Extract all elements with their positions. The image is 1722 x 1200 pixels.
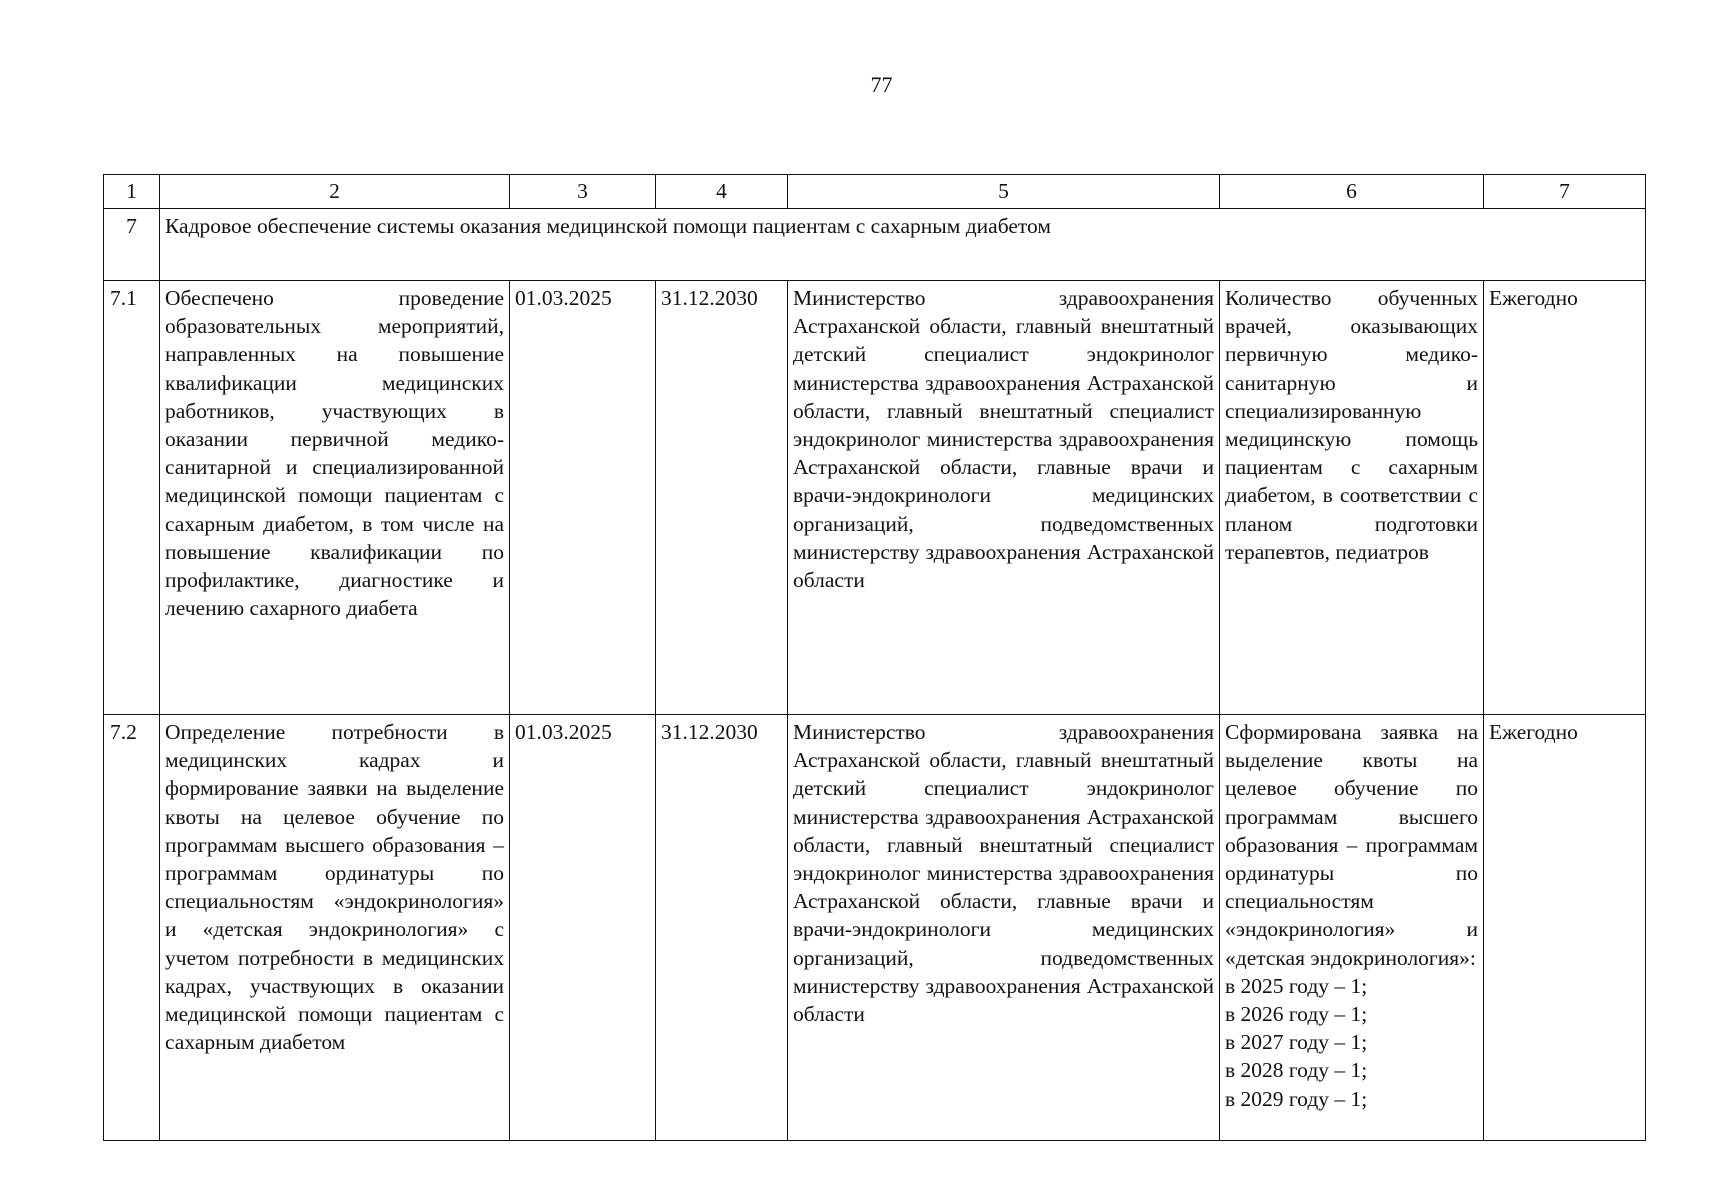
table-row	[104, 281, 1646, 715]
measure-cell: Определение потребности в медицинских кадрах и формирование заявки на выделение квоты на целевое обучение по программам высшего образования – программам ординатуры по специальностям «эндокринология» и «детская эндокринология» с учетом потребности в медицинских кадрах, участвующих в оказании медицинской помощи пациентам с сахарным диабетом	[160, 715, 510, 1141]
result-year-line: в 2025 году – 1;	[1225, 973, 1368, 998]
result-cell: Количество обученных врачей, оказывающих первичную медико-санитарную и специализированную медицинскую помощь пациентам с сахарным диабетом, в соответствии с планом подготовки терапевтов, педиатров	[1220, 281, 1484, 715]
header-cell: 3	[510, 175, 656, 209]
page-number: 77	[870, 72, 893, 97]
header-cell: 4	[656, 175, 788, 209]
header-row	[104, 175, 1646, 209]
end-date-cell: 31.12.2030	[656, 715, 788, 1141]
row-number: 7.2	[104, 715, 160, 1141]
section-number: 7	[104, 209, 160, 281]
header-cell: 7	[1484, 175, 1646, 209]
section-row	[104, 209, 1646, 281]
responsible-cell: Министерство здравоохранения Астраханской области, главный внештатный детский специалист эндокринолог министерства здравоохранения Астраханской области, главный внештатный специалист эндокринолог министерства здравоохранения Астраханской области, главные врачи и врачи-эндокринологи медицинских организаций, подведомственных министерству здравоохранения Астраханской области	[788, 281, 1220, 715]
frequency-cell: Ежегодно	[1484, 715, 1646, 1141]
result-year-line: в 2026 году – 1;	[1225, 1002, 1368, 1027]
end-date-cell: 31.12.2030	[656, 281, 788, 715]
result-year-line: в 2027 году – 1;	[1225, 1030, 1368, 1055]
header-cell: 1	[104, 175, 160, 209]
start-date-cell: 01.03.2025	[510, 715, 656, 1141]
frequency-cell: Ежегодно	[1484, 281, 1646, 715]
section-title: Кадровое обеспечение системы оказания медицинской помощи пациентам с сахарным диабетом	[160, 209, 1646, 281]
row-number: 7.1	[104, 281, 160, 715]
header-cell: 2	[160, 175, 510, 209]
responsible-cell: Министерство здравоохранения Астраханской области, главный внештатный детский специалист эндокринолог министерства здравоохранения Астраханской области, главный внештатный специалист эндокринолог министерства здравоохранения Астраханской области, главные врачи и врачи-эндокринологи медицинских организаций, подведомственных министерству здравоохранения Астраханской области	[788, 715, 1220, 1141]
result-text: Сформирована заявка на выделение квоты на целевое обучение по программам высшего образования – программам ординатуры по специальностям «эндокринология» и «детская эндокринология»:	[1225, 720, 1478, 970]
result-year-line: в 2028 году – 1;	[1225, 1058, 1368, 1083]
plan-table	[103, 174, 1646, 1141]
measure-cell: Обеспечено проведение образовательных мероприятий, направленных на повышение квалификации медицинских работников, участвующих в оказании первичной медико-санитарной и специализированной медицинской помощи пациентам с сахарным диабетом, в том числе на повышение квалификации по профилактике, диагностике и лечению сахарного диабета	[160, 281, 510, 715]
table-row	[104, 715, 1646, 1141]
header-cell: 5	[788, 175, 1220, 209]
start-date-cell: 01.03.2025	[510, 281, 656, 715]
header-cell: 6	[1220, 175, 1484, 209]
result-year-line: в 2029 году – 1;	[1225, 1086, 1368, 1111]
result-cell	[1220, 715, 1484, 1141]
